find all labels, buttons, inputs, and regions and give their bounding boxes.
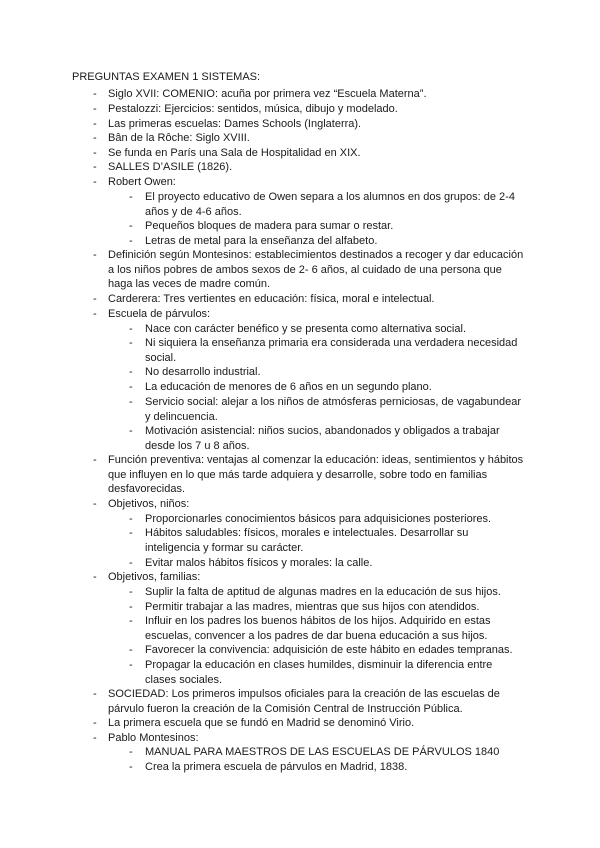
list-item-text: Objetivos, familias: bbox=[108, 571, 201, 583]
list-item bbox=[93, 716, 528, 731]
sub-list-item bbox=[129, 600, 525, 615]
sub-list-item bbox=[129, 336, 525, 365]
bullet-dash: - bbox=[93, 688, 97, 700]
list-item bbox=[93, 131, 528, 146]
list-item-text: Permitir trabajar a las madres, mientras que sus hijos con atendidos. bbox=[145, 601, 480, 613]
list-item-text: Evitar malos hábitos físicos y morales: la calle. bbox=[145, 557, 373, 569]
list-item-text: Carderera: Tres vertientes en educación: física, moral e intelectual. bbox=[108, 293, 435, 305]
bullet-dash: - bbox=[129, 337, 133, 349]
list-item bbox=[93, 570, 528, 585]
list-item bbox=[93, 102, 528, 117]
bullet-dash: - bbox=[93, 147, 97, 159]
list-item-text: Crea la primera escuela de párvulos en Madrid, 1838. bbox=[145, 761, 408, 773]
bullet-dash: - bbox=[129, 659, 133, 671]
list-item-text: El proyecto educativo de Owen separa a los alumnos en dos grupos: de 2-4 años y de 4-6 años. bbox=[145, 191, 515, 218]
bullet-dash: - bbox=[129, 191, 133, 203]
bullet-dash: - bbox=[93, 249, 97, 261]
bullet-dash: - bbox=[93, 88, 97, 100]
list-item-text: Letras de metal para la enseñanza del alfabeto. bbox=[145, 235, 378, 247]
sub-list-item bbox=[129, 585, 525, 600]
list-item bbox=[93, 453, 528, 497]
list-item bbox=[93, 160, 528, 175]
list-item bbox=[93, 687, 528, 716]
sub-list-item bbox=[129, 614, 525, 643]
sub-list-item bbox=[129, 643, 525, 658]
list-item bbox=[93, 292, 528, 307]
list-item-text: Pablo Montesinos: bbox=[108, 732, 199, 744]
list-item bbox=[93, 731, 528, 746]
list-item-text: Motivación asistencial: niños sucios, abandonados y obligados a trabajar desde los 7 u 8 años. bbox=[145, 425, 500, 452]
sub-list-item bbox=[129, 234, 525, 249]
list-item-text: SALLES D’ASILE (1826). bbox=[108, 161, 233, 173]
list-item-text: Se funda en París una Sala de Hospitalidad en XIX. bbox=[108, 147, 361, 159]
list-item-text: Propagar la educación en clases humildes, disminuir la diferencia entre clases sociales. bbox=[145, 659, 493, 686]
list-item-text: Favorecer la convivencia: adquisición de este hábito en edades tempranas. bbox=[145, 644, 513, 656]
list-item-text: Proporcionarles conocimientos básicos para adquisiciones posteriores. bbox=[145, 513, 492, 525]
bullet-dash: - bbox=[129, 644, 133, 656]
bullet-dash: - bbox=[129, 761, 133, 773]
sub-list-item bbox=[129, 219, 525, 234]
bullet-dash: - bbox=[129, 366, 133, 378]
bullet-dash: - bbox=[129, 601, 133, 613]
sub-list-item bbox=[129, 322, 525, 337]
sub-list-item bbox=[129, 556, 525, 571]
bullet-dash: - bbox=[129, 220, 133, 232]
bullet-dash: - bbox=[129, 396, 133, 408]
bullet-dash: - bbox=[93, 454, 97, 466]
list-item-text: Influir en los padres los buenos hábitos de los hijos. Adquirido en estas escuelas, convencer a los padres de dar buena educación a sus hijos. bbox=[145, 615, 491, 642]
bullet-dash: - bbox=[93, 308, 97, 320]
bullet-dash: - bbox=[93, 732, 97, 744]
list-item-text: Pequeños bloques de madera para sumar o restar. bbox=[145, 220, 394, 232]
bullet-dash: - bbox=[129, 557, 133, 569]
list-item-text: MANUAL PARA MAESTROS DE LAS ESCUELAS DE PÁRVULOS 1840 bbox=[145, 746, 500, 758]
bullet-dash: - bbox=[93, 717, 97, 729]
list-item-text: SOCIEDAD: Los primeros impulsos oficiales para la creación de las escuelas de párvulo fueron la creación de la Comisión Central de Instrucción Pública. bbox=[108, 688, 500, 715]
sub-list-item bbox=[129, 190, 525, 219]
list-item-text: Definición según Montesinos: establecimientos destinados a recoger y dar educación a los niños pobres de ambos sexos de 2- 6 años, al cuidado de una persona que haga las veces de madre común. bbox=[108, 249, 524, 291]
bullet-dash: - bbox=[129, 527, 133, 539]
document-title: PREGUNTAS EXAMEN 1 SISTEMAS: bbox=[72, 71, 261, 83]
bullet-dash: - bbox=[129, 586, 133, 598]
list-item-text: Función preventiva: ventajas al comenzar la educación: ideas, sentimientos y hábitos que influyen en lo que más tarde adquiera y desarrolle, sobre todo en familias desfavorecidas. bbox=[108, 454, 524, 496]
bullet-dash: - bbox=[93, 498, 97, 510]
bullet-dash: - bbox=[129, 513, 133, 525]
list-item bbox=[93, 117, 528, 132]
bullet-dash: - bbox=[93, 103, 97, 115]
list-item bbox=[93, 307, 528, 322]
list-item-text: Las primeras escuelas: Dames Schools (Inglaterra). bbox=[108, 118, 362, 130]
list-item bbox=[93, 87, 528, 102]
list-item-text: Servicio social: alejar a los niños de atmósferas perniciosas, de vagabundear y delincuencia. bbox=[145, 396, 522, 423]
sub-list-item bbox=[129, 658, 525, 687]
sub-list-item bbox=[129, 526, 525, 555]
list-item-text: Robert Owen: bbox=[108, 176, 176, 188]
bullet-dash: - bbox=[129, 235, 133, 247]
list-item bbox=[93, 497, 528, 512]
bullet-dash: - bbox=[93, 132, 97, 144]
list-item-text: Escuela de párvulos: bbox=[108, 308, 211, 320]
list-item bbox=[93, 175, 528, 190]
sub-list-item bbox=[129, 424, 525, 453]
list-item-text: No desarrollo industrial. bbox=[145, 366, 261, 378]
list-item-text: Ni siquiera la enseñanza primaria era considerada una verdadera necesidad social. bbox=[145, 337, 518, 364]
sub-list-item bbox=[129, 395, 525, 424]
sub-list-item bbox=[129, 380, 525, 395]
sub-list-item bbox=[129, 512, 525, 527]
bullet-dash: - bbox=[129, 615, 133, 627]
bullet-dash: - bbox=[129, 381, 133, 393]
list-item-text: Bân de la Rôche: Siglo XVIII. bbox=[108, 132, 250, 144]
bullet-dash: - bbox=[93, 176, 97, 188]
bullet-dash: - bbox=[93, 118, 97, 130]
list-item-text: Siglo XVII: COMENIO: acuña por primera vez “Escuela Materna”. bbox=[108, 88, 427, 100]
list-item-text: La educación de menores de 6 años en un segundo plano. bbox=[145, 381, 432, 393]
list-item-text: Pestalozzi: Ejercicios: sentidos, música, dibujo y modelado. bbox=[108, 103, 398, 115]
list-item-text: Objetivos, niños: bbox=[108, 498, 190, 510]
sub-list-item bbox=[129, 365, 525, 380]
list-item bbox=[93, 146, 528, 161]
sub-list-item bbox=[129, 760, 525, 775]
bullet-dash: - bbox=[93, 293, 97, 305]
bullet-dash: - bbox=[93, 161, 97, 173]
list-item-text: Nace con carácter benéfico y se presenta como alternativa social. bbox=[145, 323, 466, 335]
bullet-dash: - bbox=[129, 746, 133, 758]
list-item bbox=[93, 248, 528, 292]
bullet-dash: - bbox=[129, 425, 133, 437]
bullet-dash: - bbox=[93, 571, 97, 583]
list-item-text: Suplir la falta de aptitud de algunas madres en la educación de sus hijos. bbox=[145, 586, 501, 598]
list-item-text: Hábitos saludables: físicos, morales e intelectuales. Desarrollar su inteligencia y formar su carácter. bbox=[145, 527, 469, 554]
sub-list-item bbox=[129, 745, 525, 760]
list-item-text: La primera escuela que se fundó en Madrid se denominó Virio. bbox=[108, 717, 415, 729]
bullet-dash: - bbox=[129, 323, 133, 335]
